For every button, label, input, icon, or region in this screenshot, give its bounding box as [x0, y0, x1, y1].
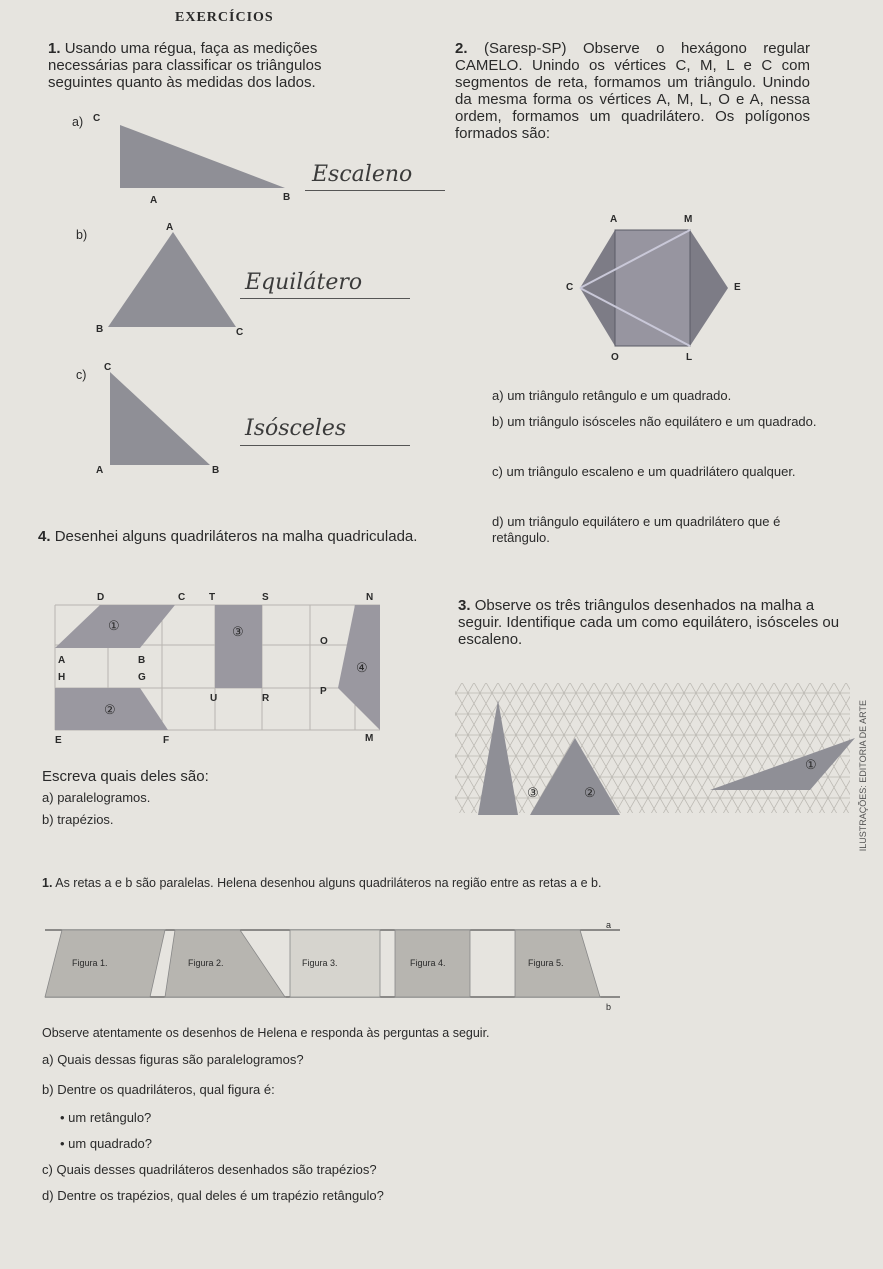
q1a-vertex-c: C [93, 113, 101, 124]
q4-item-b-text: trapézios. [57, 812, 114, 827]
q1c-letter: c) [76, 368, 87, 382]
grid-label-p: P [320, 686, 327, 697]
q5-question-d [42, 1188, 384, 1204]
grid-label-t: T [209, 592, 216, 603]
q4-text: Desenhei alguns quadriláteros na malha quadriculada. [54, 528, 418, 545]
q1c-vertex-a: A [96, 465, 104, 476]
q1b-vertex-b: B [96, 324, 104, 335]
grid-label-m: M [365, 733, 374, 744]
triangle-3-number: ③ [527, 785, 539, 800]
q2-option-d-letter: d) [492, 514, 504, 529]
shape-2-number: ② [104, 702, 116, 717]
page-heading: EXERCÍCIOS [175, 10, 274, 25]
shape-3-number: ③ [232, 624, 244, 639]
grid-label-o: O [320, 636, 328, 647]
q5-question-c-text: Quais desses quadriláteros desenhados são trapézios? [56, 1162, 377, 1177]
grid-label-c: C [178, 592, 186, 603]
line-a-label: a [606, 920, 612, 930]
q1-text: Usando uma régua, faça as medições necessárias para classificar os triângulos seguintes quanto às medidas dos lados. [48, 40, 322, 91]
q4-item-a-text: paralelogramos. [57, 790, 151, 805]
q5-question-c-letter: c) [42, 1162, 53, 1177]
q1c-vertex-b: B [212, 465, 220, 476]
grid-label-h: H [58, 672, 66, 683]
q1b-answer: Equilátero [245, 270, 363, 295]
hex-label-a: A [610, 214, 618, 225]
q5-sub-quadrado: • um quadrado? [60, 1136, 152, 1152]
q4-item-a-letter: a) [42, 790, 54, 805]
q5-number: 1. [42, 876, 53, 890]
grid-label-r: R [262, 693, 270, 704]
q5-question-b [42, 1082, 275, 1098]
grid-label-n: N [366, 592, 374, 603]
q5-question-a-text: Quais dessas figuras são paralelogramos? [57, 1052, 304, 1067]
q2-option-a-text: um triângulo retângulo e um quadrado. [507, 388, 732, 403]
grid-label-s: S [262, 592, 269, 603]
q1c-answer: Isósceles [245, 416, 347, 441]
q4-ask: Escreva quais deles são: [42, 768, 209, 785]
q1b-vertex-c: C [236, 327, 244, 338]
q1a-vertex-b: B [283, 192, 291, 203]
hex-label-c: C [566, 282, 574, 293]
figure-3-label: Figura 3. [302, 958, 338, 968]
q1b-vertex-a: A [166, 222, 174, 233]
line-b-label: b [606, 1002, 612, 1012]
q1a-answer: Escaleno [312, 162, 413, 187]
q2-option-c-text: um triângulo escaleno e um quadrilátero qualquer. [506, 464, 796, 479]
figure-4-label: Figura 4. [410, 958, 446, 968]
q1a-vertex-a: A [150, 195, 158, 206]
grid-label-g: G [138, 672, 146, 683]
q5-text: As retas a e b são paralelas. Helena desenhou alguns quadriláteros na região entre as retas a e b. [55, 876, 602, 890]
q2-option-c-letter: c) [492, 464, 503, 479]
shape-4-number: ④ [356, 660, 368, 675]
q5-question-b-letter: b) [42, 1082, 54, 1097]
q2-option-b-letter: b) [492, 414, 504, 429]
q4-item-b-letter: b) [42, 812, 54, 827]
q5-question-d-letter: d) [42, 1188, 54, 1203]
q5-question-d-text: Dentre os trapézios, qual deles é um trapézio retângulo? [57, 1188, 384, 1203]
q5-instruction: Observe atentamente os desenhos de Helena e responda às perguntas a seguir. [42, 1026, 490, 1040]
q5-sub-retangulo: • um retângulo? [60, 1110, 151, 1126]
q5-question-b-text: Dentre os quadriláteros, qual figura é: [57, 1082, 275, 1097]
q4-number: 4. [38, 528, 51, 545]
grid-label-f: F [163, 735, 170, 746]
q1a-letter: a) [72, 115, 84, 129]
side-credit: ILUSTRAÇÕES: EDITORIA DE ARTE [858, 700, 868, 852]
q3-text: Observe os três triângulos desenhados na malha a seguir. Identifique cada um como equilátero, isósceles ou escaleno. [458, 597, 840, 648]
q2-option-d-text: um triângulo equilátero e um quadrilátero que é retângulo. [492, 514, 781, 545]
q3-number: 3. [458, 597, 471, 614]
triangle-2-number: ② [584, 785, 596, 800]
grid-label-b: B [138, 655, 146, 666]
shape-1-number: ① [108, 618, 120, 633]
q5-question-a [42, 1052, 304, 1068]
hex-label-e: E [734, 282, 741, 293]
q5-question-a-letter: a) [42, 1052, 54, 1067]
hex-label-l: L [686, 352, 693, 363]
grid-label-d: D [97, 592, 105, 603]
hex-label-o: O [611, 352, 619, 363]
grid-label-e: E [55, 735, 62, 746]
q5-question-c [42, 1162, 377, 1178]
q1-number: 1. [48, 40, 61, 57]
q2-option-b-text: um triângulo isósceles não equilátero e um quadrado. [507, 414, 817, 429]
q2-number: 2. [455, 40, 468, 57]
q2-text: (Saresp-SP) Observe o hexágono regular CAMELO. Unindo os vértices C, M, L e C com segmentos de reta, formamos um triângulo. Unindo da mesma forma os vértices A, M, L, O e A, nessa ordem, formamos um quadrilátero. Os polígonos formados são: [455, 40, 810, 142]
hex-label-m: M [684, 214, 693, 225]
figure-2-shape [165, 930, 285, 997]
grid-label-u: U [210, 693, 218, 704]
q1b-letter: b) [76, 228, 88, 242]
figure-2-label: Figura 2. [188, 958, 224, 968]
figure-5-label: Figura 5. [528, 958, 564, 968]
figure-1-label: Figura 1. [72, 958, 108, 968]
grid-label-a: A [58, 655, 66, 666]
q2-option-a-letter: a) [492, 388, 504, 403]
triangle-1-number: ① [805, 757, 817, 772]
q1c-vertex-c: C [104, 362, 112, 373]
